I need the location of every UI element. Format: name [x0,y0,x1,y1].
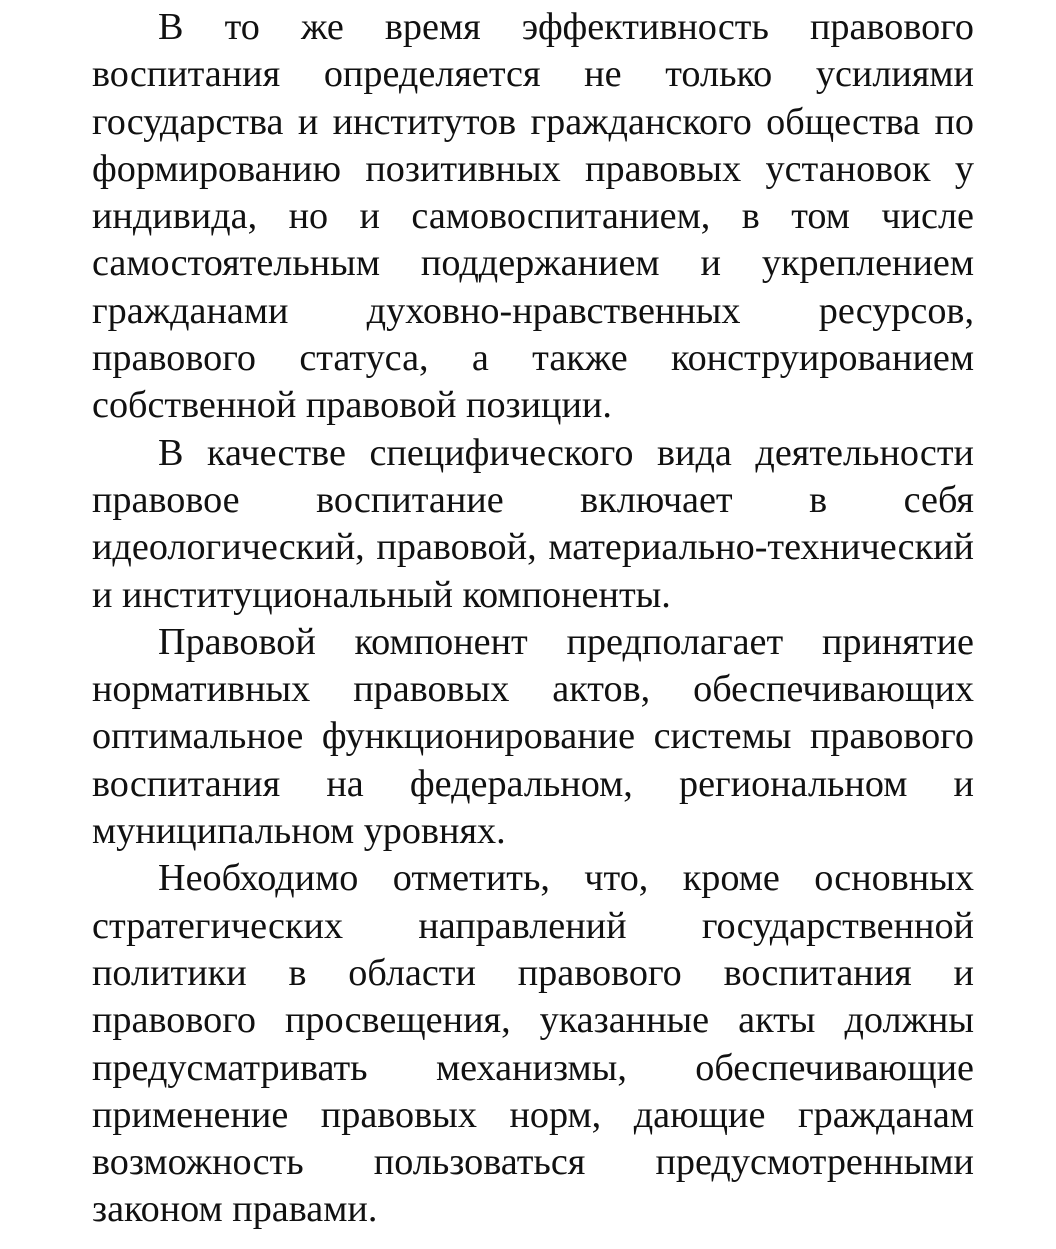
paragraph-components: В качестве специфического вида деятельности правовое воспитание включает в себя идеологический, правовой, материально-технический и институциональный компоненты. [92,431,974,616]
document-page [92,4,974,1234]
paragraph-self-education: В то же время эффективность правового воспитания определяется не только усилиями государства и институтов гражданского общества по формированию позитивных правовых установок у индивида, но и самовоспитанием, в том числе самостоятельным поддержанием и укреплением гражданами духовно-нравственных ресурсов, правового статуса, а также конструированием собственной правовой позиции. [92,6,974,427]
paragraph-mechanisms: Необходимо отметить, что, кроме основных стратегических направлений государственной политики в области правового воспитания и правового просвещения, указанные акты должны предусматривать механизмы, обеспечивающие применение правовых норм, дающие гражданам возможность пользоваться предусмотренными законом правами. [92,857,974,1231]
paragraph-legal-component: Правовой компонент предполагает принятие нормативных правовых актов, обеспечивающих оптимальное функционирование системы правового воспитания на федеральном, региональном и муниципальном уровнях. [92,620,974,853]
